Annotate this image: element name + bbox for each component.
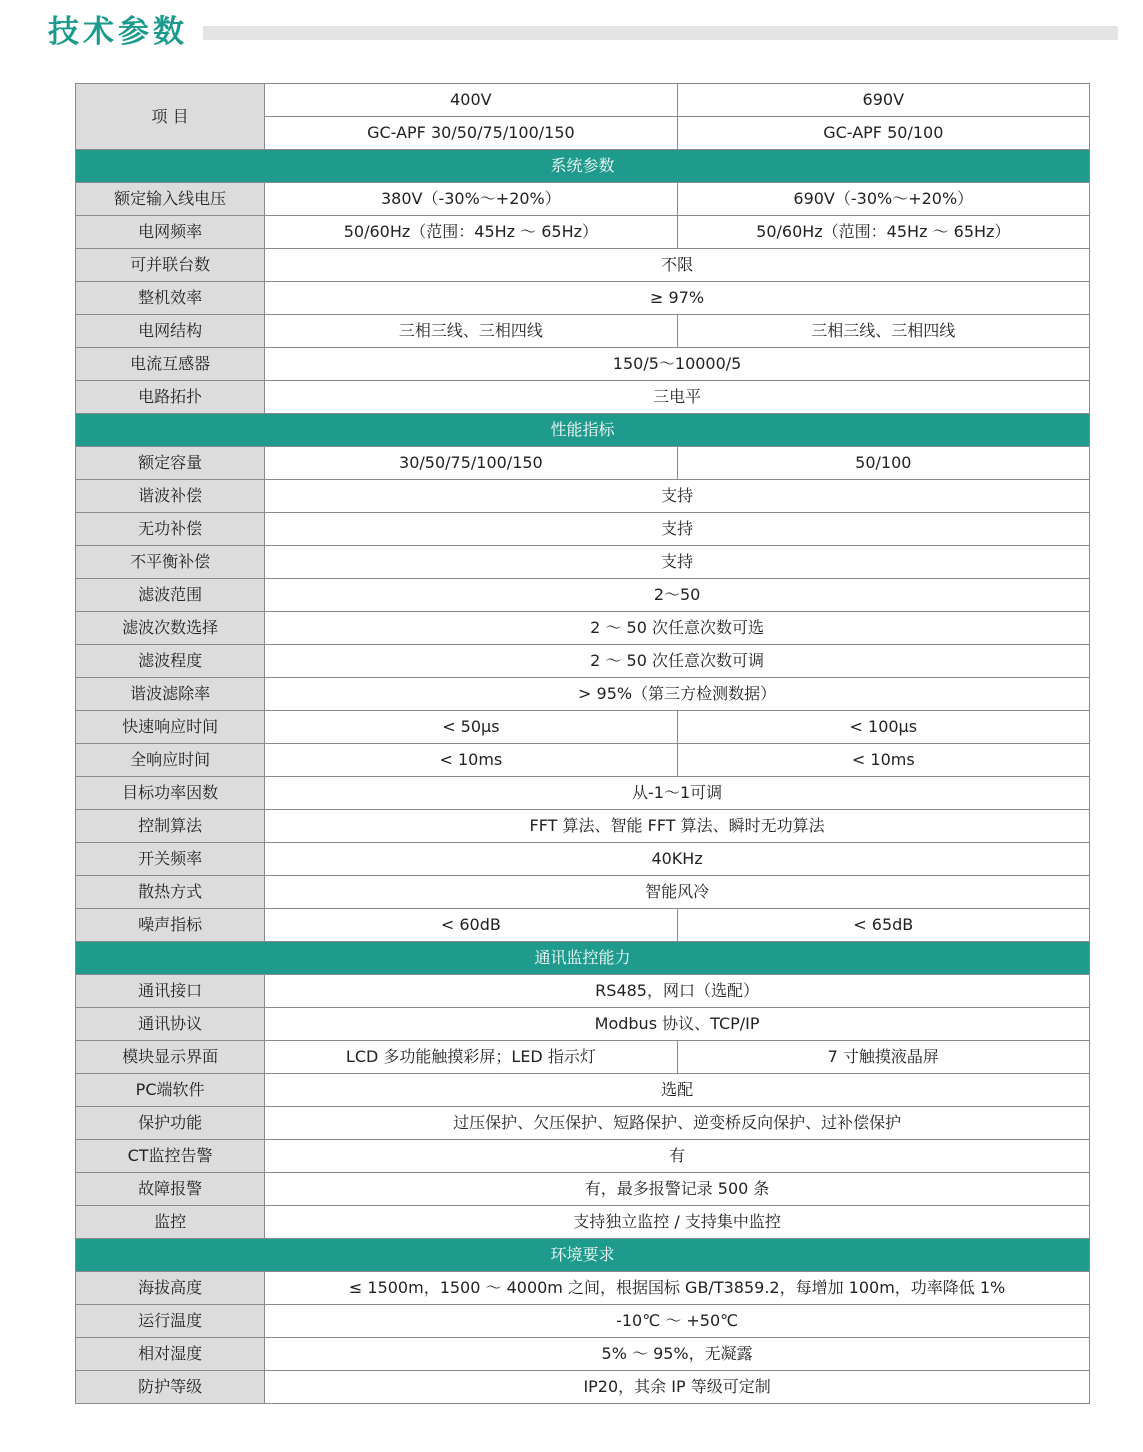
spec-label: PC端软件 <box>76 1074 265 1107</box>
spec-row <box>76 348 1090 381</box>
spec-row <box>76 744 1090 777</box>
spec-value: 有，最多报警记录 500 条 <box>265 1173 1090 1206</box>
spec-value: ≤ 1500m，1500 ～ 4000m 之间，根据国标 GB/T3859.2，每增加 100m，功率降低 1% <box>265 1272 1090 1305</box>
spec-label: 谐波滤除率 <box>76 678 265 711</box>
spec-value: 2 ～ 50 次任意次数可选 <box>265 612 1090 645</box>
spec-row <box>76 1206 1090 1239</box>
spec-value: 过压保护、欠压保护、短路保护、逆变桥反向保护、过补偿保护 <box>265 1107 1090 1140</box>
spec-value-690v: 690V（-30%～+20%） <box>677 183 1089 216</box>
spec-label: 目标功率因数 <box>76 777 265 810</box>
spec-row <box>76 1008 1090 1041</box>
spec-value-690v: 50/60Hz（范围：45Hz ～ 65Hz） <box>677 216 1089 249</box>
spec-row <box>76 1041 1090 1074</box>
section-header-row <box>76 1239 1090 1272</box>
page-title: 技术参数 <box>48 14 188 50</box>
spec-label: 相对湿度 <box>76 1338 265 1371</box>
spec-value: 支持 <box>265 480 1090 513</box>
spec-label: 故障报警 <box>76 1173 265 1206</box>
spec-row <box>76 777 1090 810</box>
spec-value: 三电平 <box>265 381 1090 414</box>
spec-label: 运行温度 <box>76 1305 265 1338</box>
spec-value-690v: < 10ms <box>677 744 1089 777</box>
spec-value: > 95%（第三方检测数据） <box>265 678 1090 711</box>
spec-value: -10℃ ～ +50℃ <box>265 1305 1090 1338</box>
spec-label: 滤波范围 <box>76 579 265 612</box>
spec-value-690v: < 100μs <box>677 711 1089 744</box>
spec-row <box>76 1338 1090 1371</box>
spec-row <box>76 1305 1090 1338</box>
section-title: 性能指标 <box>76 414 1090 447</box>
spec-value: 智能风冷 <box>265 876 1090 909</box>
spec-label: 电网结构 <box>76 315 265 348</box>
spec-value: 选配 <box>265 1074 1090 1107</box>
spec-value-400v: 30/50/75/100/150 <box>265 447 677 480</box>
spec-value: 2～50 <box>265 579 1090 612</box>
spec-value-400v: < 60dB <box>265 909 677 942</box>
spec-value-400v: LCD 多功能触摸彩屏；LED 指示灯 <box>265 1041 677 1074</box>
spec-label: 不平衡补偿 <box>76 546 265 579</box>
title-divider-bar <box>203 26 1118 40</box>
spec-row <box>76 513 1090 546</box>
spec-value: IP20，其余 IP 等级可定制 <box>265 1371 1090 1404</box>
spec-value-400v: 三相三线、三相四线 <box>265 315 677 348</box>
spec-value: 2 ～ 50 次任意次数可调 <box>265 645 1090 678</box>
spec-label: 电网频率 <box>76 216 265 249</box>
spec-row <box>76 546 1090 579</box>
spec-label: 额定输入线电压 <box>76 183 265 216</box>
spec-row <box>76 1173 1090 1206</box>
spec-row <box>76 1140 1090 1173</box>
spec-value-690v: 50/100 <box>677 447 1089 480</box>
spec-value-400v: 50/60Hz（范围：45Hz ～ 65Hz） <box>265 216 677 249</box>
spec-value-690v: 三相三线、三相四线 <box>677 315 1089 348</box>
spec-row <box>76 612 1090 645</box>
spec-row <box>76 315 1090 348</box>
section-header-row <box>76 150 1090 183</box>
spec-label: 海拔高度 <box>76 1272 265 1305</box>
spec-label: 通讯接口 <box>76 975 265 1008</box>
spec-label: 防护等级 <box>76 1371 265 1404</box>
spec-row <box>76 447 1090 480</box>
spec-label: 可并联台数 <box>76 249 265 282</box>
section-title: 环境要求 <box>76 1239 1090 1272</box>
spec-label: 开关频率 <box>76 843 265 876</box>
spec-value-400v: < 10ms <box>265 744 677 777</box>
spec-label: 滤波程度 <box>76 645 265 678</box>
spec-row <box>76 711 1090 744</box>
spec-value: 40KHz <box>265 843 1090 876</box>
spec-label: 噪声指标 <box>76 909 265 942</box>
spec-value-400v: 380V（-30%～+20%） <box>265 183 677 216</box>
spec-row <box>76 909 1090 942</box>
spec-label: 谐波补偿 <box>76 480 265 513</box>
spec-row <box>76 480 1090 513</box>
spec-row <box>76 645 1090 678</box>
spec-row <box>76 810 1090 843</box>
section-title: 通讯监控能力 <box>76 942 1090 975</box>
spec-row <box>76 876 1090 909</box>
section-header-row <box>76 942 1090 975</box>
spec-label: 滤波次数选择 <box>76 612 265 645</box>
spec-row <box>76 975 1090 1008</box>
spec-value: Modbus 协议、TCP/IP <box>265 1008 1090 1041</box>
spec-row <box>76 1074 1090 1107</box>
spec-value: ≥ 97% <box>265 282 1090 315</box>
spec-label: 全响应时间 <box>76 744 265 777</box>
spec-label: 保护功能 <box>76 1107 265 1140</box>
spec-row <box>76 216 1090 249</box>
spec-value: FFT 算法、智能 FFT 算法、瞬时无功算法 <box>265 810 1090 843</box>
voltage-400-header: 400V <box>265 84 677 117</box>
spec-label: 无功补偿 <box>76 513 265 546</box>
spec-label: 控制算法 <box>76 810 265 843</box>
spec-row <box>76 381 1090 414</box>
spec-value-690v: < 65dB <box>677 909 1089 942</box>
spec-label: 通讯协议 <box>76 1008 265 1041</box>
spec-label: 快速响应时间 <box>76 711 265 744</box>
spec-row <box>76 1371 1090 1404</box>
spec-value: 支持 <box>265 546 1090 579</box>
spec-value: 支持独立监控 / 支持集中监控 <box>265 1206 1090 1239</box>
section-header-row <box>76 414 1090 447</box>
spec-label: 电流互感器 <box>76 348 265 381</box>
spec-value: 从-1～1可调 <box>265 777 1090 810</box>
spec-label: 整机效率 <box>76 282 265 315</box>
model-400-header: GC-APF 30/50/75/100/150 <box>265 117 677 150</box>
spec-row <box>76 843 1090 876</box>
item-header-cell: 项 目 <box>76 84 265 150</box>
spec-label: 电路拓扑 <box>76 381 265 414</box>
spec-value: RS485，网口（选配） <box>265 975 1090 1008</box>
model-690-header: GC-APF 50/100 <box>677 117 1089 150</box>
spec-value: 支持 <box>265 513 1090 546</box>
spec-row <box>76 183 1090 216</box>
spec-value: 有 <box>265 1140 1090 1173</box>
voltage-690-header: 690V <box>677 84 1089 117</box>
spec-table <box>75 83 1090 1404</box>
spec-value: 5% ～ 95%，无凝露 <box>265 1338 1090 1371</box>
spec-value: 150/5～10000/5 <box>265 348 1090 381</box>
spec-value-400v: < 50μs <box>265 711 677 744</box>
spec-label: 监控 <box>76 1206 265 1239</box>
spec-row <box>76 678 1090 711</box>
spec-value: 不限 <box>265 249 1090 282</box>
header-row-voltage <box>76 84 1090 117</box>
spec-label: 模块显示界面 <box>76 1041 265 1074</box>
spec-label: 额定容量 <box>76 447 265 480</box>
spec-row <box>76 579 1090 612</box>
spec-row <box>76 1272 1090 1305</box>
spec-row <box>76 249 1090 282</box>
section-title: 系统参数 <box>76 150 1090 183</box>
spec-label: CT监控告警 <box>76 1140 265 1173</box>
spec-value-690v: 7 寸触摸液晶屏 <box>677 1041 1089 1074</box>
spec-row <box>76 1107 1090 1140</box>
spec-label: 散热方式 <box>76 876 265 909</box>
spec-row <box>76 282 1090 315</box>
